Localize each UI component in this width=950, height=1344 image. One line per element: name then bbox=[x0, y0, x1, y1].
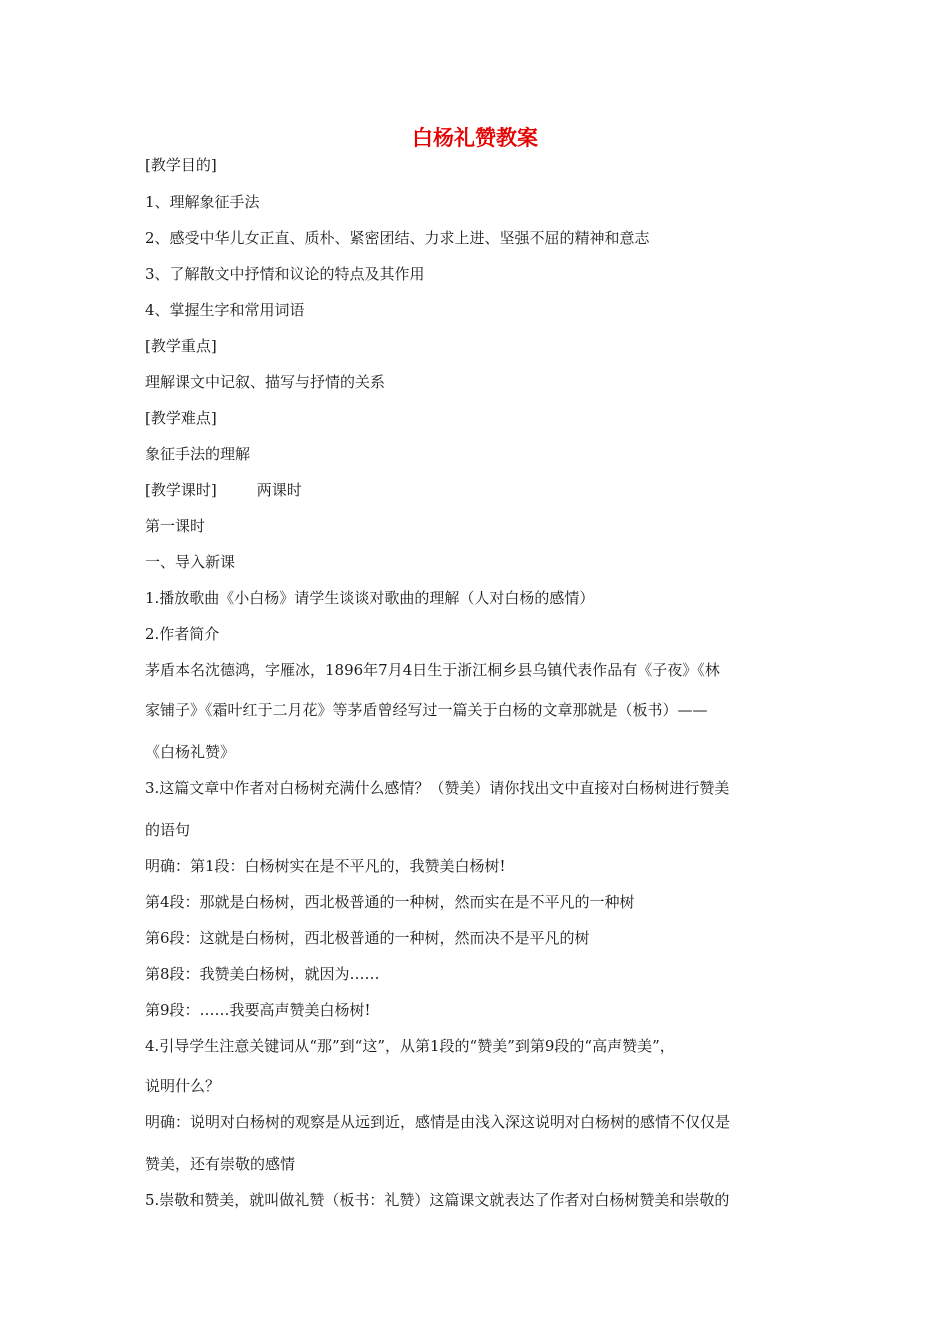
objective-item-2: 2、感受中华儿女正直、质朴、紧密团结、力求上进、坚强不屈的精神和意志 bbox=[145, 229, 650, 247]
author-bio-line-2: 家铺子》《霜叶红于二月花》等茅盾曾经写过一篇关于白杨的文章那就是（板书）—— bbox=[145, 701, 708, 719]
difficulties-text: 象征手法的理解 bbox=[145, 445, 251, 463]
objective-item-3: 3、了解散文中抒情和议论的特点及其作用 bbox=[145, 265, 425, 283]
step-1-text: 1.播放歌曲《小白杨》请学生谈谈对歌曲的理解（人对白杨的感情） bbox=[145, 589, 595, 607]
step-3-line-2: 的语句 bbox=[145, 821, 191, 839]
step-5-line-1: 5.崇敬和赞美，就叫做礼赞（板书：礼赞）这篇课文就表达了作者对白杨树赞美和崇敬的 bbox=[145, 1191, 730, 1209]
step-4-answer-line-1: 明确：说明对白杨树的观察是从远到近，感情是由浅入深这说明对白杨树的感情不仅仅是 bbox=[145, 1113, 731, 1131]
class-hours-value: 两课时 bbox=[256, 481, 302, 499]
section-heading-class-hours: [教学课时] bbox=[145, 481, 217, 499]
step-2-heading: 2.作者简介 bbox=[145, 625, 220, 643]
objective-item-1: 1、理解象征手法 bbox=[145, 193, 260, 211]
answer-paragraph-8: 第8段：我赞美白杨树，就因为…… bbox=[145, 965, 380, 983]
author-bio-line-1: 茅盾本名沈德鸿，字雁冰，1896年7月4日生于浙江桐乡县乌镇代表作品有《子夜》《林 bbox=[145, 661, 720, 679]
first-lesson-heading: 第一课时 bbox=[145, 517, 206, 535]
section-heading-difficulties: [教学难点] bbox=[145, 409, 217, 427]
objective-item-4: 4、掌握生字和常用词语 bbox=[145, 301, 305, 319]
answer-paragraph-1: 明确：第1段：白杨树实在是不平凡的，我赞美白杨树! bbox=[145, 857, 506, 875]
section-heading-objectives: [教学目的] bbox=[145, 156, 217, 174]
document-title: 白杨礼赞教案 bbox=[412, 126, 538, 150]
key-points-text: 理解课文中记叙、描写与抒情的关系 bbox=[145, 373, 386, 391]
answer-paragraph-4: 第4段：那就是白杨树，西北极普通的一种树，然而实在是不平凡的一种树 bbox=[145, 893, 635, 911]
class-hours-row bbox=[145, 480, 815, 500]
answer-paragraph-6: 第6段：这就是白杨树，西北极普通的一种树，然而决不是平凡的树 bbox=[145, 929, 590, 947]
answer-paragraph-9: 第9段：……我要高声赞美白杨树! bbox=[145, 1001, 371, 1019]
step-3-line-1: 3.这篇文章中作者对白杨树充满什么感情？（赞美）请你找出文中直接对白杨树进行赞美 bbox=[145, 779, 730, 797]
step-4-line-2: 说明什么？ bbox=[145, 1077, 221, 1095]
section-heading-key-points: [教学重点] bbox=[145, 337, 217, 355]
step-4-line-1: 4.引导学生注意关键词从“那”到“这”，从第1段的“赞美”到第9段的“高声赞美”， bbox=[145, 1037, 675, 1055]
author-bio-line-3: 《白杨礼赞》 bbox=[145, 743, 236, 761]
intro-heading: 一、导入新课 bbox=[145, 553, 236, 571]
step-4-answer-line-2: 赞美，还有崇敬的感情 bbox=[145, 1155, 296, 1173]
